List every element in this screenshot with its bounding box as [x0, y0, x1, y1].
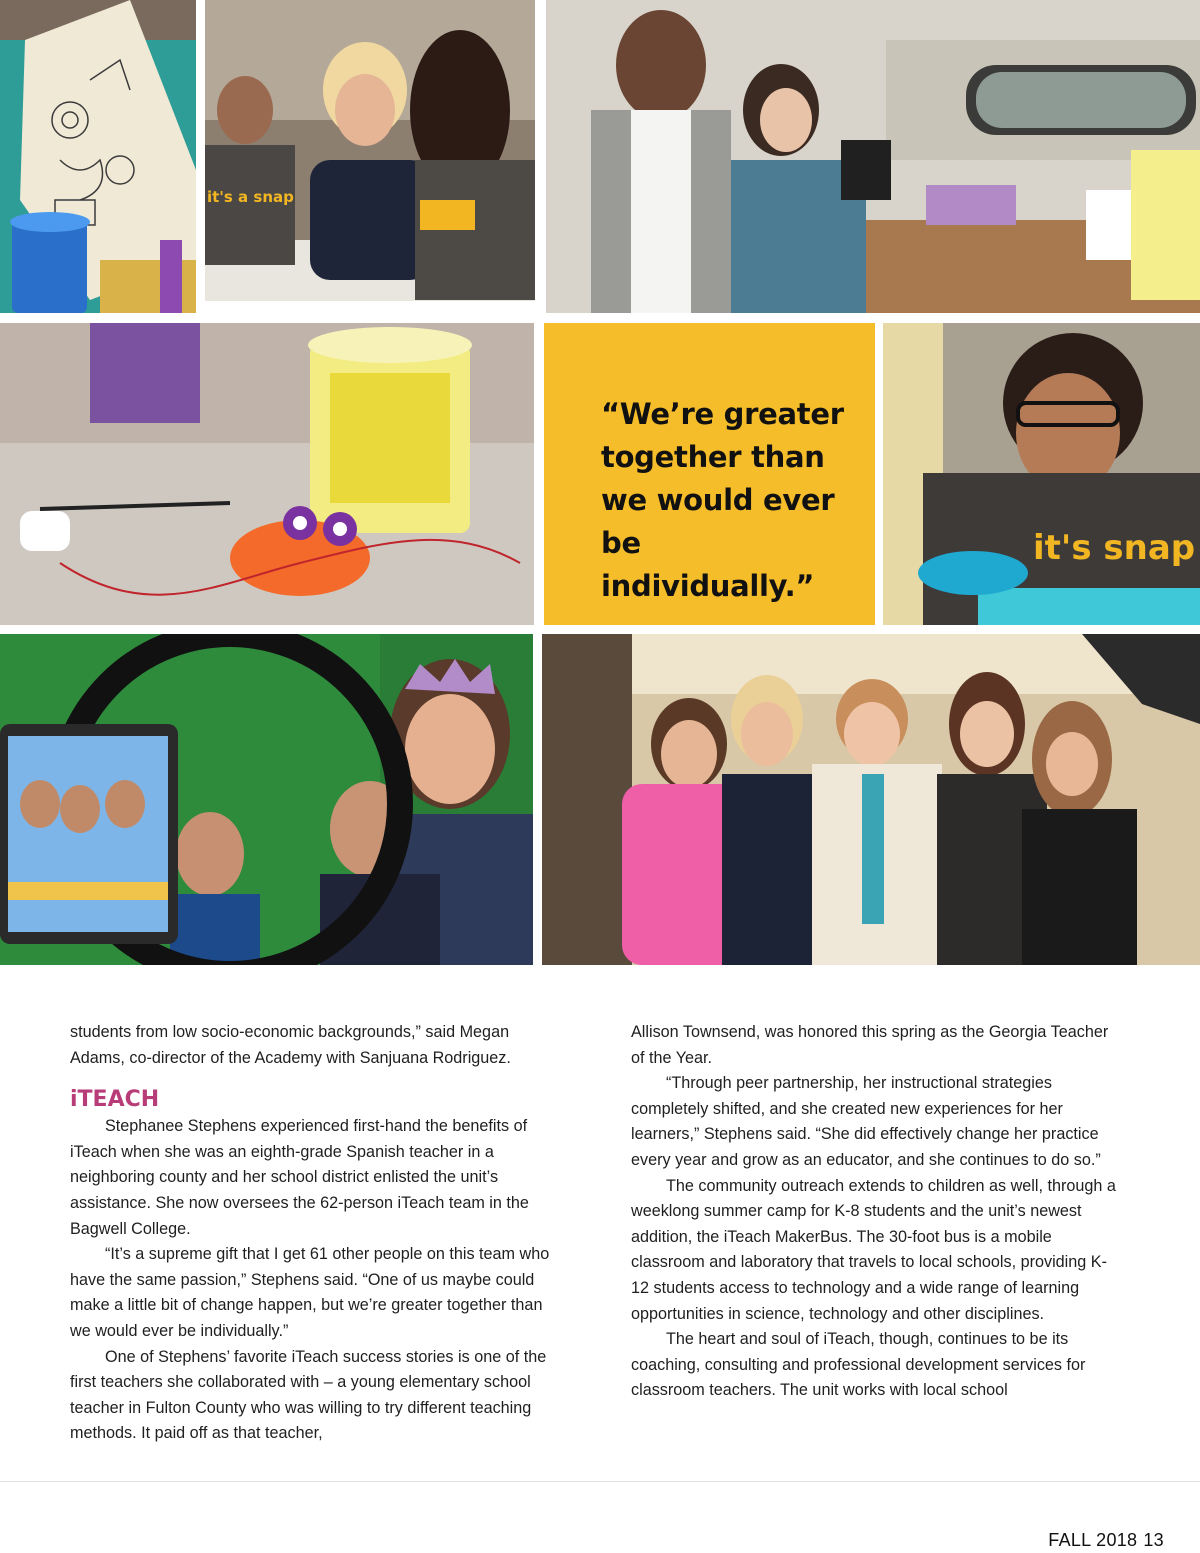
section-heading-iteach: iTEACH	[70, 1087, 160, 1113]
right-paragraph-3: The heart and soul of iTeach, though, continues to be its coaching, consulting and professional development services for classroom teachers. The unit works with local school	[631, 1330, 1086, 1400]
left-paragraph-1: Stephanee Stephens experienced first-hand the benefits of iTeach when she was an eighth-grade Spanish teacher in a neighboring county and her school district enlisted the unit’s assistance. She now oversees the 62-person iTeach team in the Bagwell College.	[70, 1117, 529, 1238]
photo-teacher-students	[205, 0, 535, 301]
right-intro-paragraph: Allison Townsend, was honored this spring as the Georgia Teacher of the Year.	[631, 1023, 1109, 1067]
issue-label: FALL 2018	[1048, 1530, 1138, 1550]
pull-quote: “We’re greater together than we would ever be individually.”	[601, 397, 844, 603]
photo-makerbus-interior	[546, 0, 1200, 313]
left-paragraph-3: One of Stephens’ favorite iTeach success stories is one of the first teachers she collaborated with – a young elementary school teacher in Fulton County who was willing to try different teaching methods. It paid off as that teacher,	[70, 1347, 547, 1443]
footer-divider	[0, 1481, 1200, 1482]
article-column-right	[631, 1020, 1123, 1404]
pull-quote-box	[544, 323, 875, 625]
photo-worksheet	[0, 0, 196, 313]
photo-playdoh-craft	[0, 323, 534, 625]
left-intro-paragraph: students from low socio-economic backgrounds,” said Megan Adams, co-director of the Academy with Sanjuana Rodriguez.	[70, 1023, 511, 1067]
left-paragraph-2: “It’s a supreme gift that I get 61 other people on this team who have the same passion,” Stephens said. “One of us maybe could make a little bit of change happen, but we’re greater together than we would ever be individually.”	[70, 1245, 550, 1340]
article-column-left	[70, 1020, 562, 1447]
right-paragraph-2: The community outreach extends to children as well, through a weeklong summer camp for K-8 students and the unit’s newest addition, the iTeach MakerBus. The 30-foot bus is a mobile classroom and laboratory that travels to local schools, providing K-12 students access to technology and a wide range of learning opportunities in science, technology and other disciplines.	[631, 1176, 1116, 1323]
page-number: 13	[1143, 1530, 1164, 1550]
photo-green-screen-booth	[0, 634, 533, 965]
photo-student-3d-pen	[883, 323, 1200, 625]
shirt-text-right: it's snap	[1033, 528, 1196, 568]
right-paragraph-1: “Through peer partnership, her instructional strategies completely shifted, and she created new experiences for her learners,” Stephens said. “She did effectively change her practice every year and grow as an educator, and she continues to do so.”	[631, 1074, 1101, 1169]
page-folio	[1042, 1530, 1164, 1551]
photo-group-women	[542, 634, 1200, 965]
shirt-text-left: it's a snap	[207, 188, 294, 206]
